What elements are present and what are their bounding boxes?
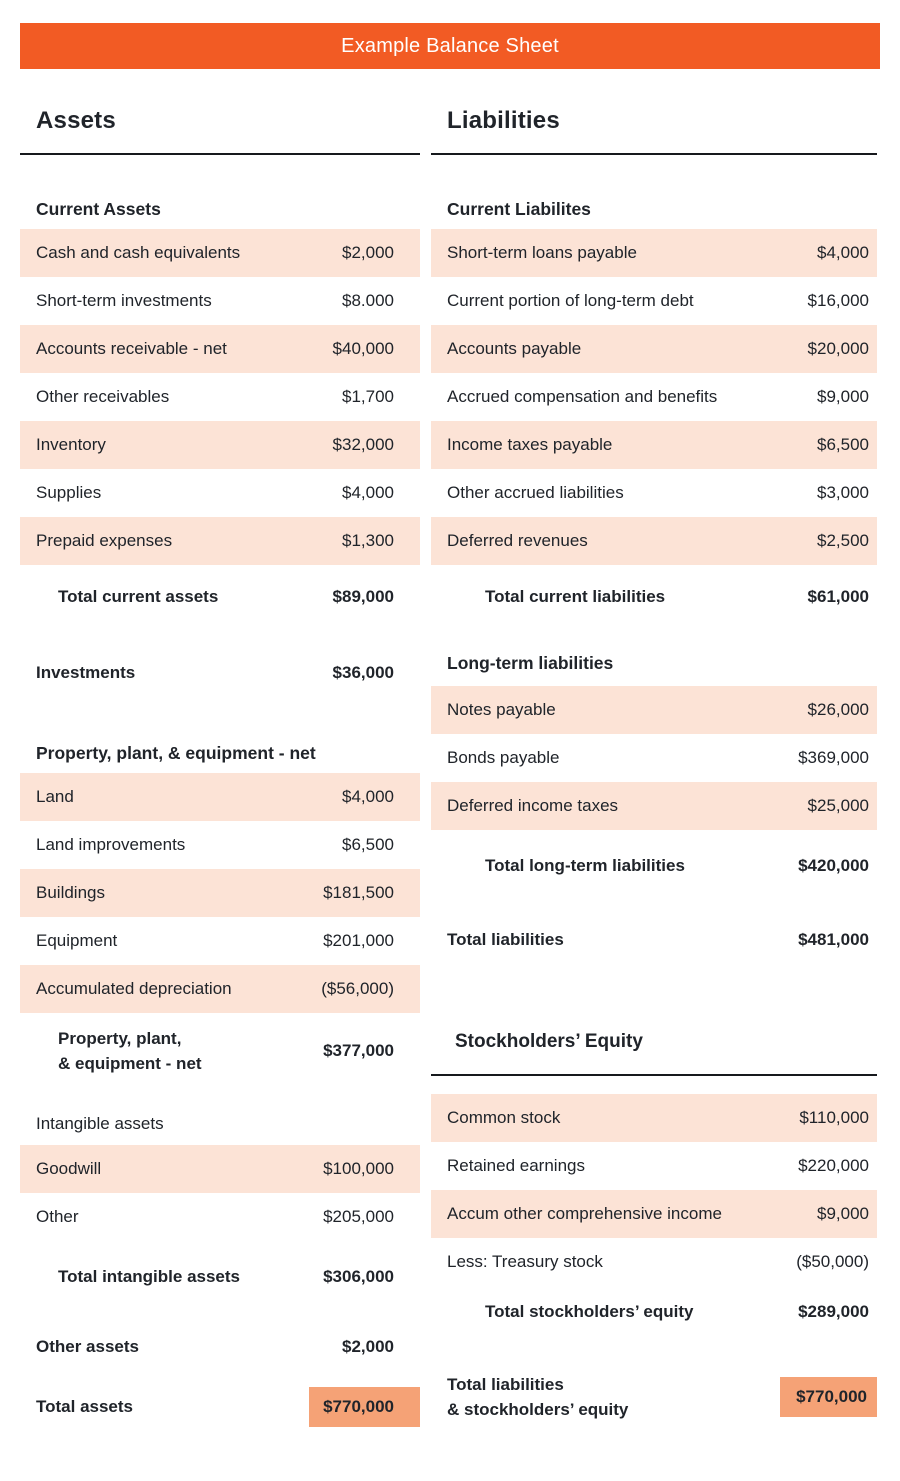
- intangible-assets-title: Intangible assets: [36, 1114, 164, 1133]
- row-label: Bonds payable: [447, 748, 560, 767]
- table-row: [20, 1145, 420, 1193]
- row-label: Other assets: [36, 1337, 139, 1356]
- table-row: [431, 686, 877, 734]
- total-value: $89,000: [332, 587, 394, 606]
- row-value: ($50,000): [796, 1252, 869, 1271]
- total-value: $420,000: [798, 856, 869, 875]
- total-label: Total liabilities: [447, 930, 564, 949]
- total-assets-row: [20, 1383, 420, 1431]
- row-label: Accounts receivable - net: [36, 339, 227, 358]
- table-row: [431, 277, 877, 325]
- total-assets-value-highlight: $770,000: [309, 1387, 420, 1427]
- ppe-title: Property, plant, & equipment - net: [36, 743, 316, 763]
- row-value: $6,500: [817, 435, 869, 454]
- total-value: $61,000: [807, 587, 869, 606]
- row-label: Accum other comprehensive income: [447, 1204, 722, 1223]
- total-liabilities-and-equity-row: [431, 1364, 877, 1430]
- ppe-rows: [20, 773, 420, 1013]
- row-label: Inventory: [36, 435, 106, 454]
- current-liabilities-title: Current Liabilites: [447, 199, 591, 219]
- total-label: [58, 1026, 202, 1077]
- row-value: $2,000: [342, 243, 394, 262]
- table-row: [431, 469, 877, 517]
- total-label-line2: & equipment - net: [58, 1054, 202, 1073]
- row-value: $369,000: [798, 748, 869, 767]
- row-value: $2,000: [342, 1337, 394, 1356]
- row-label: Goodwill: [36, 1159, 102, 1178]
- table-row: [431, 517, 877, 565]
- row-value: $40,000: [332, 339, 394, 358]
- equity-rows: [431, 1094, 877, 1286]
- long-term-liabilities-title: Long-term liabilities: [447, 653, 614, 673]
- columns: [0, 106, 900, 1431]
- row-label: Less: Treasury stock: [447, 1252, 603, 1271]
- row-label: Short-term loans payable: [447, 243, 637, 262]
- table-row: [20, 773, 420, 821]
- row-label: Accrued compensation and benefits: [447, 387, 718, 406]
- assets-heading: Assets: [20, 106, 420, 155]
- row-value: $25,000: [807, 796, 869, 815]
- table-row: [431, 229, 877, 277]
- total-current-liabilities-row: [431, 573, 877, 621]
- row-value: $20,000: [807, 339, 869, 358]
- total-intangible-assets-row: [20, 1253, 420, 1301]
- row-label: Income taxes payable: [447, 435, 613, 454]
- row-label: Cash and cash equivalents: [36, 243, 241, 262]
- total-label: Total current assets: [58, 587, 219, 606]
- row-value: $3,000: [817, 483, 869, 502]
- row-value: $4,000: [342, 787, 394, 806]
- intangible-rows: [20, 1145, 420, 1241]
- row-value: $1,300: [342, 531, 394, 550]
- table-row: [431, 1094, 877, 1142]
- row-label: Buildings: [36, 883, 105, 902]
- row-value: $4,000: [342, 483, 394, 502]
- total-long-term-liabilities-row: [431, 842, 877, 890]
- current-assets-rows: [20, 229, 420, 565]
- long-term-liabilities-rows: [431, 686, 877, 830]
- row-label: Other: [36, 1207, 79, 1226]
- row-label: Deferred income taxes: [447, 796, 619, 815]
- table-row: [431, 325, 877, 373]
- row-value: $110,000: [799, 1108, 869, 1127]
- total-label-line1: Total liabilities: [447, 1374, 564, 1394]
- table-row: [20, 277, 420, 325]
- row-value: $205,000: [323, 1207, 394, 1226]
- total-value: $481,000: [798, 930, 869, 949]
- current-liabilities-rows: [431, 229, 877, 565]
- row-label: Deferred revenues: [447, 531, 588, 550]
- row-value: $100,000: [323, 1159, 394, 1178]
- table-row: [20, 421, 420, 469]
- row-label: Accounts payable: [447, 339, 582, 358]
- assets-column: [20, 106, 420, 1431]
- row-value: $4,000: [817, 243, 869, 262]
- total-label-line1: Property, plant,: [58, 1028, 182, 1048]
- row-label: Other accrued liabilities: [447, 483, 624, 502]
- row-label: Common stock: [447, 1108, 561, 1127]
- table-row: [20, 965, 420, 1013]
- row-value: $36,000: [332, 663, 394, 682]
- table-row: [20, 325, 420, 373]
- liabilities-column: [431, 106, 877, 1431]
- row-value: ($56,000): [321, 979, 394, 998]
- stockholders-equity-heading: Stockholders’ Equity: [431, 1030, 877, 1076]
- investments-row: [20, 649, 420, 697]
- total-value: $289,000: [798, 1302, 869, 1321]
- current-assets-title: Current Assets: [36, 199, 161, 219]
- total-value: $306,000: [323, 1267, 394, 1286]
- other-assets-row: [20, 1323, 420, 1371]
- table-row: [431, 782, 877, 830]
- total-stockholders-equity-row: [431, 1288, 877, 1336]
- row-label: Retained earnings: [447, 1156, 585, 1175]
- row-label: Equipment: [36, 931, 118, 950]
- ppe-total-row: [20, 1019, 420, 1083]
- total-liabilities-equity-value-highlight: $770,000: [780, 1377, 877, 1417]
- table-row: [431, 1142, 877, 1190]
- row-value: $26,000: [807, 700, 869, 719]
- row-label: Prepaid expenses: [36, 531, 173, 550]
- row-label: Current portion of long-term debt: [447, 291, 694, 310]
- total-value: $377,000: [323, 1041, 394, 1060]
- row-value: $181,500: [323, 883, 394, 902]
- row-value: $9,000: [817, 387, 869, 406]
- table-row: [20, 373, 420, 421]
- total-label: Total stockholders’ equity: [485, 1302, 694, 1321]
- row-value: $2,500: [817, 531, 869, 550]
- row-value: $1,700: [342, 387, 394, 406]
- total-label: Total long-term liabilities: [485, 856, 685, 875]
- table-row: [20, 517, 420, 565]
- table-row: [20, 869, 420, 917]
- row-value: $16,000: [807, 291, 869, 310]
- balance-sheet-page: [0, 23, 900, 1431]
- row-label: Short-term investments: [36, 291, 212, 310]
- row-label: Investments: [36, 663, 136, 682]
- table-row: [431, 373, 877, 421]
- row-label: Accumulated depreciation: [36, 979, 232, 998]
- title-bar: [20, 23, 880, 69]
- total-liabilities-row: [431, 916, 877, 964]
- row-label: Land: [36, 787, 74, 806]
- total-label: [447, 1372, 628, 1423]
- liabilities-heading: Liabilities: [431, 106, 877, 155]
- table-row: [20, 821, 420, 869]
- table-row: [20, 1193, 420, 1241]
- table-row: [20, 917, 420, 965]
- total-label: Total intangible assets: [58, 1267, 241, 1286]
- total-label-line2: & stockholders’ equity: [447, 1400, 629, 1419]
- row-label: Notes payable: [447, 700, 556, 719]
- total-label: Total current liabilities: [485, 587, 666, 606]
- page-title: Example Balance Sheet: [341, 34, 559, 57]
- row-value: $6,500: [342, 835, 394, 854]
- row-value: $201,000: [323, 931, 394, 950]
- table-row: [20, 469, 420, 517]
- row-label: Other receivables: [36, 387, 170, 406]
- table-row: [431, 1190, 877, 1238]
- total-current-assets-row: [20, 573, 420, 621]
- table-row: [431, 1238, 877, 1286]
- table-row: [20, 229, 420, 277]
- table-row: [431, 734, 877, 782]
- row-label: Land improvements: [36, 835, 186, 854]
- total-label: Total assets: [36, 1397, 134, 1416]
- table-row: [431, 421, 877, 469]
- row-value: $220,000: [798, 1156, 869, 1175]
- row-value: $32,000: [332, 435, 394, 454]
- row-label: Supplies: [36, 483, 102, 502]
- row-value: $8.000: [342, 291, 394, 310]
- row-value: $9,000: [817, 1204, 869, 1223]
